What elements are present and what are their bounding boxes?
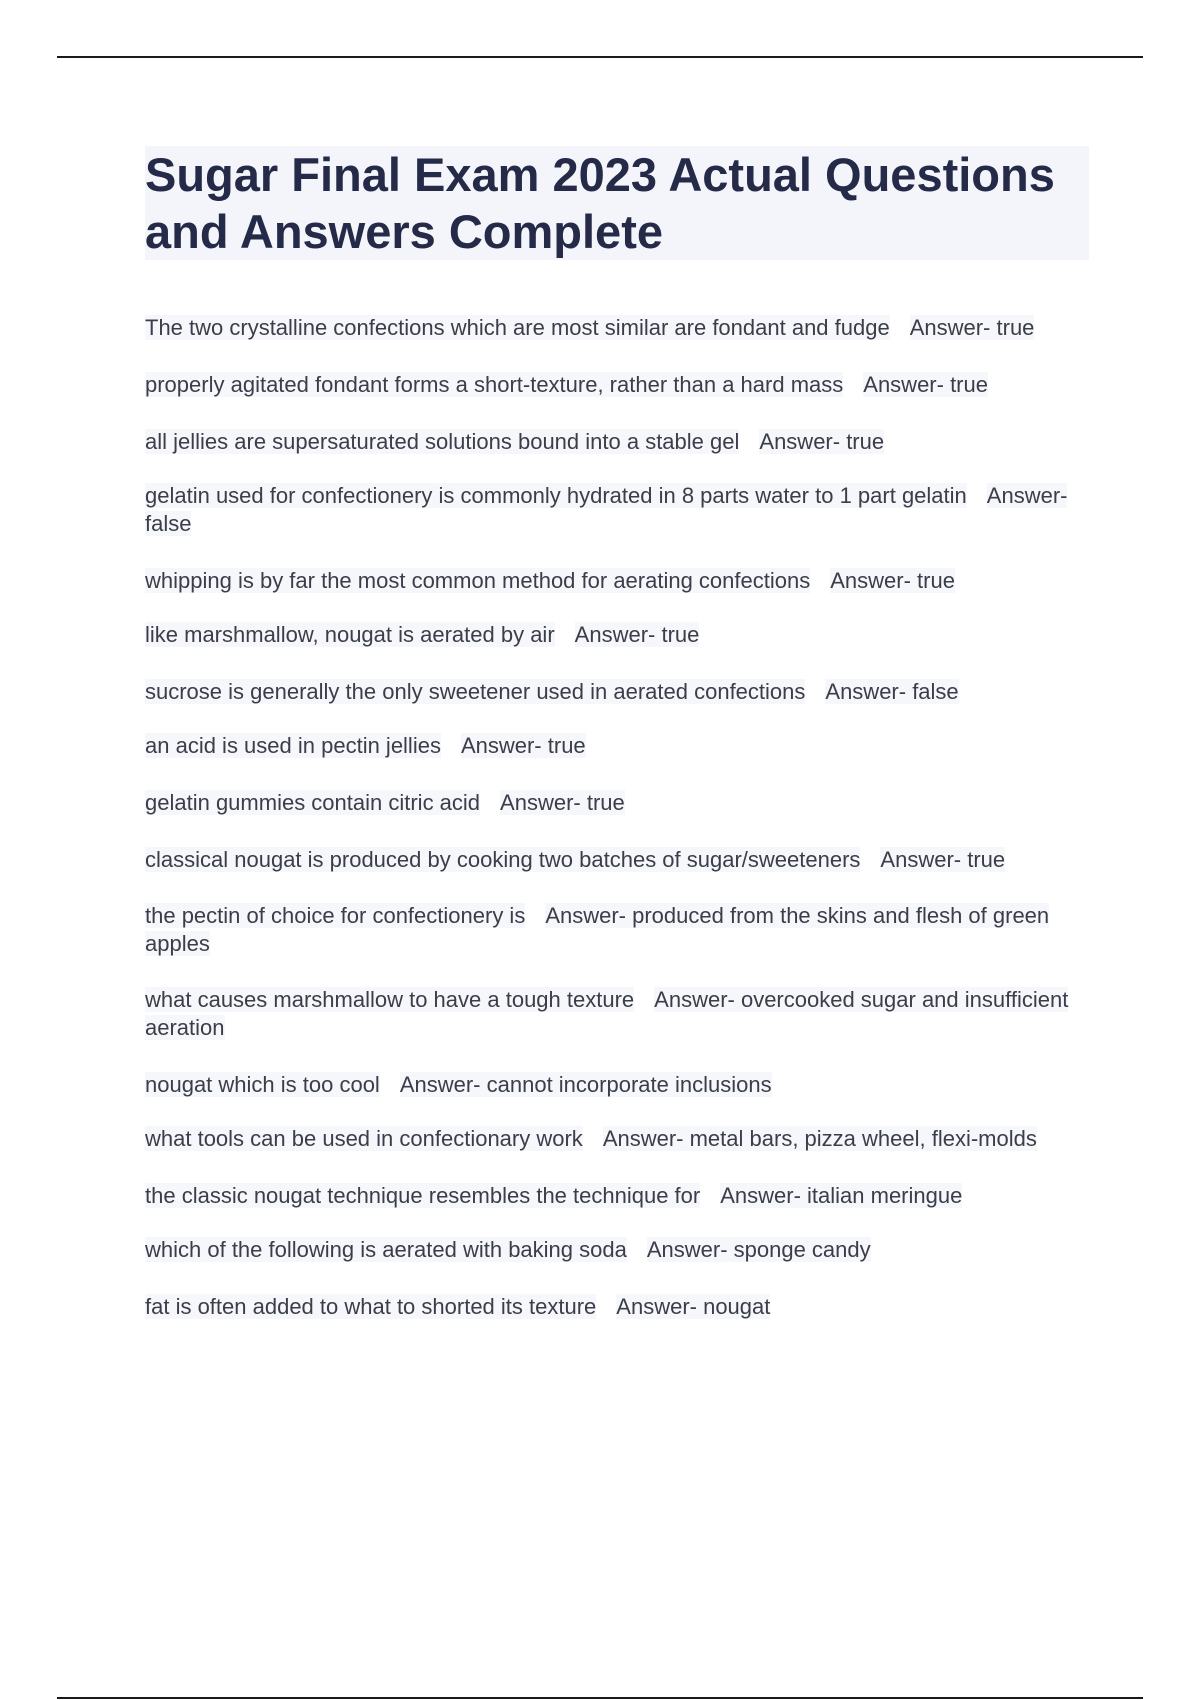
qa-item	[145, 986, 1085, 1042]
qa-item	[145, 1236, 1085, 1264]
qa-item	[145, 314, 1085, 342]
answer-text: Answer- true	[500, 790, 625, 815]
answer-text: Answer- false	[825, 679, 959, 704]
answer-text: Answer- true	[863, 372, 988, 397]
answer-text: Answer- cannot incorporate inclusions	[399, 1072, 772, 1097]
qa-item	[145, 732, 1085, 760]
question-text: the pectin of choice for confectionery is	[145, 903, 526, 928]
question-text: properly agitated fondant forms a short-texture, rather than a hard mass	[145, 372, 844, 397]
qa-item	[145, 1293, 1085, 1321]
question-text: like marshmallow, nougat is aerated by air	[145, 622, 555, 647]
answer-text: Answer- nougat	[616, 1294, 771, 1319]
qa-item	[145, 1071, 1085, 1099]
question-text: which of the following is aerated with baking soda	[145, 1237, 627, 1262]
qa-item	[145, 789, 1085, 817]
question-text: an acid is used in pectin jellies	[145, 733, 441, 758]
question-text: what causes marshmallow to have a tough texture	[145, 987, 635, 1012]
question-text: sucrose is generally the only sweetener used in aerated confections	[145, 679, 806, 704]
answer-text: Answer- metal bars, pizza wheel, flexi-molds	[602, 1126, 1037, 1151]
question-text: what tools can be used in confectionary work	[145, 1126, 583, 1151]
qa-item	[145, 1125, 1085, 1153]
answer-text: Answer- true	[460, 733, 586, 758]
answer-text: Answer- true	[830, 568, 955, 593]
question-text: all jellies are supersaturated solutions bound into a stable gel	[145, 429, 740, 454]
question-text: gelatin gummies contain citric acid	[145, 790, 481, 815]
qa-item	[145, 621, 1085, 649]
title-block	[145, 146, 1089, 260]
answer-text: Answer- sponge candy	[646, 1237, 871, 1262]
answer-text: Answer- true	[759, 429, 885, 454]
bottom-rule	[57, 1697, 1143, 1699]
question-text: gelatin used for confectionery is commonly hydrated in 8 parts water to 1 part gelatin	[145, 483, 967, 508]
question-text: nougat which is too cool	[145, 1072, 380, 1097]
qa-item	[145, 902, 1085, 958]
question-text: the classic nougat technique resembles the technique for	[145, 1183, 701, 1208]
top-rule	[57, 56, 1143, 58]
question-text: classical nougat is produced by cooking two batches of sugar/sweeteners	[145, 847, 861, 872]
page-title: Sugar Final Exam 2023 Actual Questions and Answers Complete	[145, 148, 1055, 258]
qa-item	[145, 1182, 1085, 1210]
qa-item	[145, 678, 1085, 706]
answer-text: Answer- true	[880, 847, 1006, 872]
question-text: whipping is by far the most common method for aerating confections	[145, 568, 811, 593]
qa-item	[145, 846, 1085, 874]
qa-list	[145, 314, 1085, 1321]
answer-text: Answer- overcooked sugar and insufficient aeration	[145, 987, 1069, 1040]
answer-text: Answer- italian meringue	[720, 1183, 963, 1208]
question-text: The two crystalline confections which are most similar are fondant and fudge	[145, 315, 890, 340]
qa-item	[145, 428, 1085, 456]
answer-text: Answer- false	[145, 483, 1068, 536]
answer-text: Answer- produced from the skins and flesh of green apples	[145, 903, 1050, 956]
qa-item	[145, 567, 1085, 595]
question-text: fat is often added to what to shorted its texture	[145, 1294, 597, 1319]
answer-text: Answer- true	[909, 315, 1035, 340]
qa-item	[145, 371, 1085, 399]
answer-text: Answer- true	[574, 622, 700, 647]
qa-item	[145, 482, 1085, 538]
